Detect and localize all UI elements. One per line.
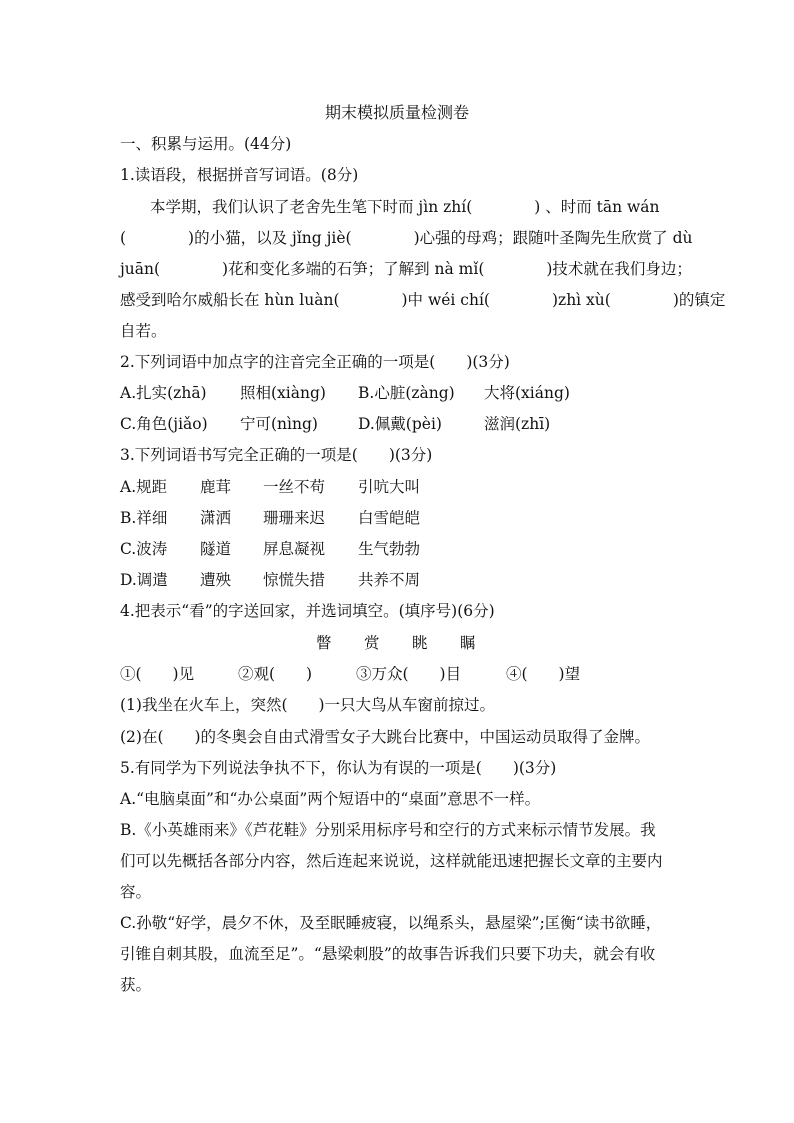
word: 隧道	[200, 540, 232, 558]
word: C.波涛	[120, 540, 168, 558]
page-title: 期末模拟质量检测卷	[324, 103, 469, 122]
question-3-heading: 3.下列词语书写完全正确的一项是( )(3分)	[120, 446, 433, 464]
question-5-option-b: B.《小英雄雨来》《芦花鞋》分别采用标序号和空行的方式来标示情节发展。我	[120, 821, 656, 839]
question-1-text-line: 自若。	[120, 322, 167, 340]
word: 惊慌失措	[263, 571, 326, 589]
option: 照相(xiàng)	[240, 384, 326, 402]
option: 大将(xiáng)	[484, 384, 570, 402]
section-heading: 一、积累与运用。(44分)	[120, 135, 292, 153]
word: 鹿茸	[200, 478, 232, 496]
question-5-option-b: 们可以先概括各部分内容，然后连起来说说，这样就能迅速把握长文章的主要内	[120, 852, 663, 870]
word: 潇洒	[200, 509, 232, 527]
blank: ②观( )	[238, 665, 313, 683]
question-1-heading: 1.读语段，根据拼音写词语。(8分)	[120, 166, 359, 184]
word: A.规距	[120, 478, 168, 496]
word: 一丝不苟	[263, 478, 326, 496]
char: 瞥	[316, 634, 332, 652]
question-5-option-c: 获。	[120, 976, 152, 994]
question-5-option-a: A.“电脑桌面”和“办公桌面”两个短语中的“桌面”意思不一样。	[120, 790, 541, 808]
option: 滋润(zhī)	[484, 415, 551, 433]
word: D.调遣	[120, 571, 168, 589]
char: 瞩	[460, 634, 476, 652]
option: A.扎实(zhā)	[120, 384, 207, 402]
word: 珊珊来迟	[263, 509, 326, 527]
blank: ④( )望	[506, 665, 581, 683]
question-5-heading: 5.有同学为下列说法争执不下，你认为有误的一项是( )(3分)	[120, 759, 557, 777]
char: 眺	[412, 634, 428, 652]
question-2-heading: 2.下列词语中加点字的注音完全正确的一项是( )(3分)	[120, 353, 510, 371]
word: 生气勃勃	[358, 540, 421, 558]
option: B.心脏(zàng)	[358, 384, 455, 402]
blank: ①( )见	[120, 665, 195, 683]
question-1-text-line: juān( )花和变化多端的石笋；了解到 nà mǐ( )技术就在我们身边；	[120, 260, 692, 278]
word: 屏息凝视	[263, 540, 326, 558]
question-4-sentence: (1)我坐在火车上，突然( )一只大鸟从车窗前掠过。	[120, 696, 496, 714]
blank: ③万众( )目	[356, 665, 462, 683]
option: C.角色(jiǎo)	[120, 415, 208, 433]
question-5-option-c: C.孙敬“好学，晨夕不休，及至眠睡疲寝，以绳系头，悬屋梁”;匡衡“读书欲睡，	[120, 914, 662, 932]
option: 宁可(nìng)	[240, 415, 318, 433]
char: 赏	[364, 634, 380, 652]
word: 遭殃	[200, 571, 232, 589]
question-1-text-line: 本学期，我们认识了老舍先生笔下时而 jìn zhí( ) 、时而 tān wán	[150, 198, 660, 216]
option: D.佩戴(pèi)	[358, 415, 442, 433]
question-1-text-line: 感受到哈尔威船长在 hùn luàn( )中 wéi chí( )zhì xù( )的镇定	[120, 291, 726, 309]
question-5-option-c: 引锥自刺其股，血流至足”。“悬梁刺股”的故事告诉我们只要下功夫，就会有收	[120, 945, 656, 963]
word: 共养不周	[358, 571, 421, 589]
question-1-text-line: ( )的小猫，以及 jǐng jiè( )心强的母鸡；跟随叶圣陶先生欣赏了 dù	[120, 229, 693, 247]
word: 白雪皑皑	[358, 509, 421, 527]
question-4-sentence: (2)在( )的冬奥会自由式滑雪女子大跳台比赛中，中国运动员取得了金牌。	[120, 728, 651, 746]
word: 引吭大叫	[358, 478, 421, 496]
question-4-heading: 4.把表示“看”的字送回家，并选词填空。(填序号)(6分)	[120, 602, 495, 620]
word: B.祥细	[120, 509, 168, 527]
question-5-option-b: 容。	[120, 883, 152, 901]
